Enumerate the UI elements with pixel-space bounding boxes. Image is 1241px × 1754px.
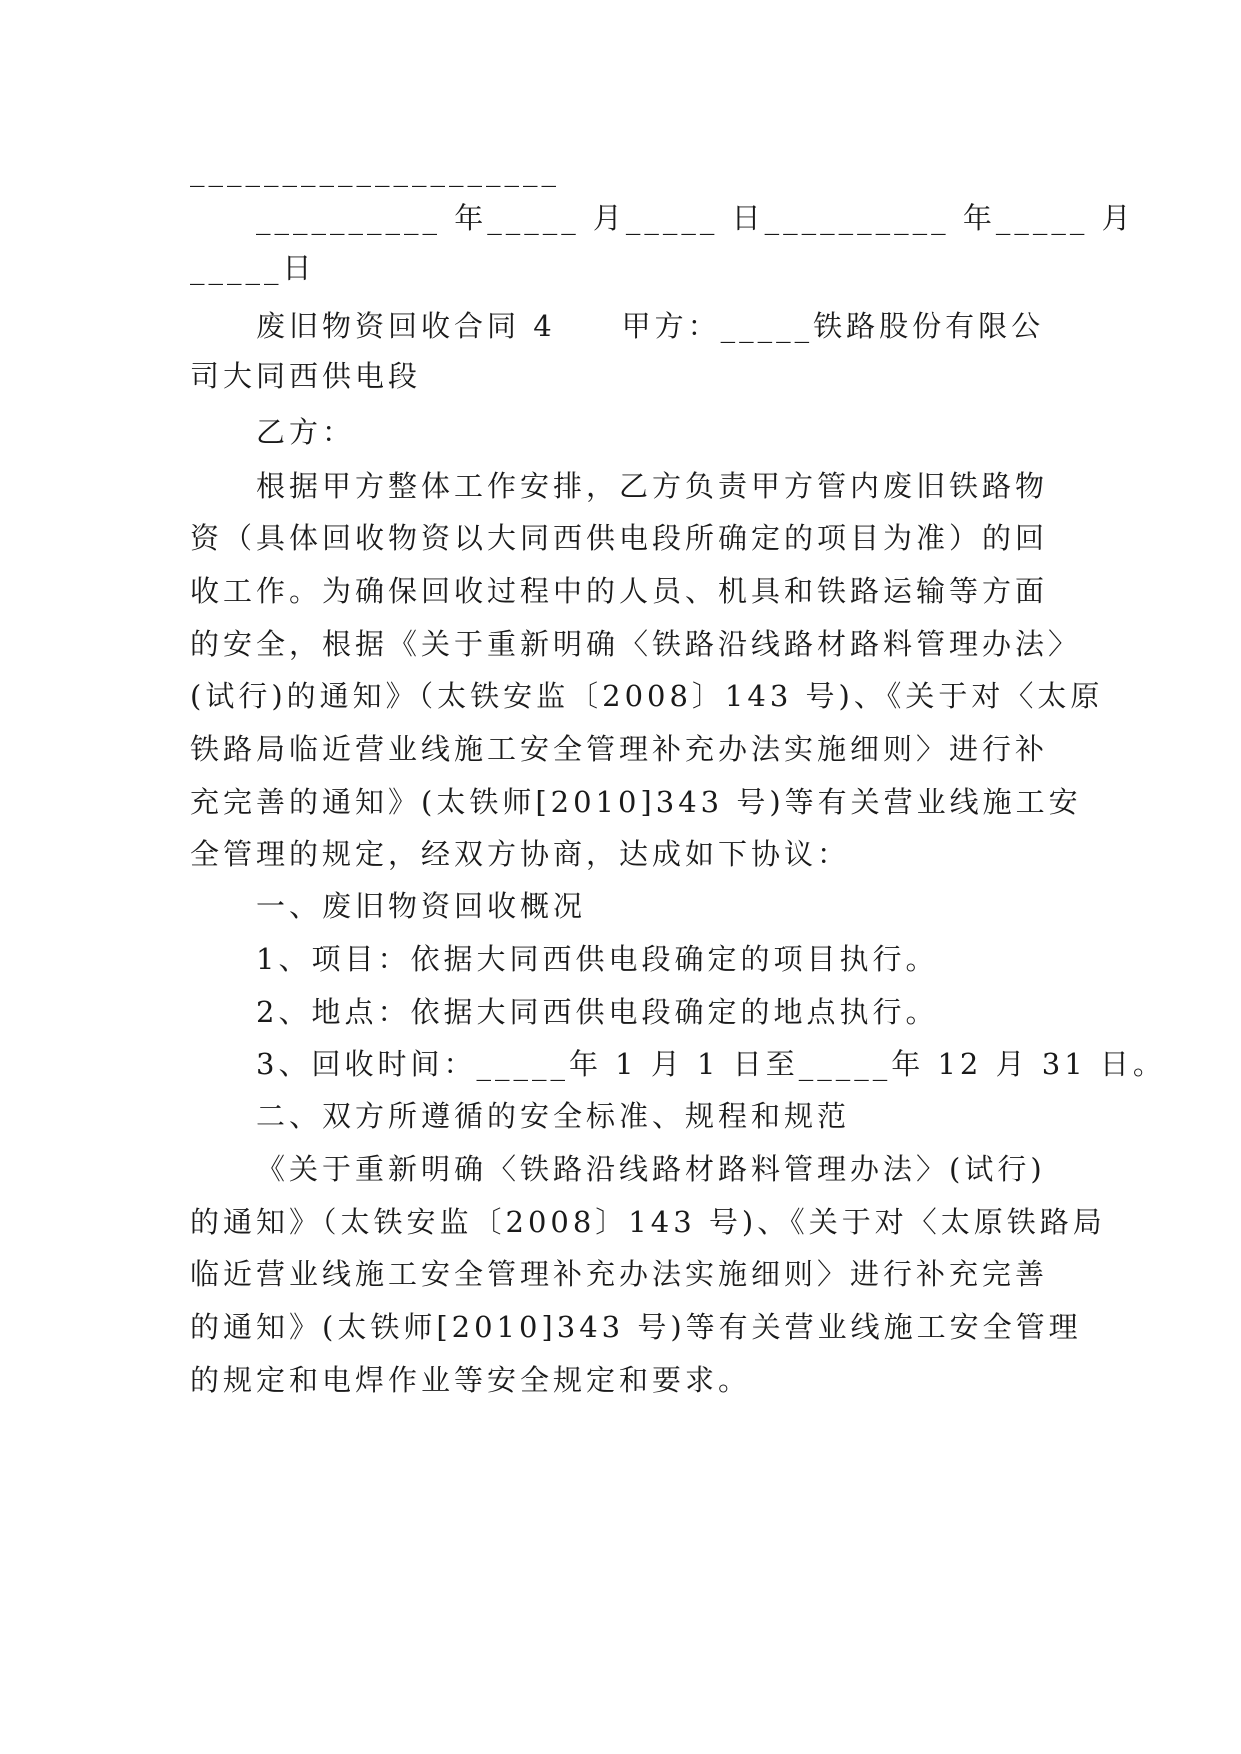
item-line: 1、项目：依据大同西供电段确定的项目执行。	[256, 942, 939, 976]
body-line: 铁路局临近营业线施工安全管理补充办法实施细则〉进行补	[190, 732, 1049, 766]
item-line: 3、回收时间：_____年 1 月 1 日至_____年 12 月 31 日。	[256, 1047, 1166, 1081]
body-line: 全管理的规定，经双方协商，达成如下协议：	[190, 837, 851, 871]
body-line: 《关于重新明确〈铁路沿线路材路料管理办法〉(试行)	[256, 1152, 1046, 1186]
section-heading: 二、双方所遵循的安全标准、规程和规范	[256, 1099, 851, 1133]
body-line: 资（具体回收物资以大同西供电段所确定的项目为准）的回	[190, 521, 1049, 555]
blank-line: ____________________	[190, 153, 560, 187]
body-line: (试行)的通知》（太铁安监〔2008〕143 号)、《关于对〈太原	[190, 679, 1104, 713]
body-line: 根据甲方整体工作安排，乙方负责甲方管内废旧铁路物	[256, 469, 1049, 503]
section-heading: 一、废旧物资回收概况	[256, 889, 587, 923]
party-b-line: 乙方：	[256, 415, 356, 449]
date-line-end: _____日	[190, 251, 316, 285]
body-line: 临近营业线施工安全管理补充办法实施细则〉进行补充完善	[190, 1257, 1049, 1291]
party-a-line: 司大同西供电段	[190, 359, 422, 393]
body-line: 的安全，根据《关于重新明确〈铁路沿线路材路料管理办法〉	[190, 627, 1082, 661]
date-line: __________ 年_____ 月_____ 日__________ 年_____ 月	[256, 201, 1135, 235]
body-line: 的通知》（太铁安监〔2008〕143 号)、《关于对〈太原铁路局	[190, 1205, 1106, 1239]
body-line: 充完善的通知》(太铁师[2010]343 号)等有关营业线施工安	[190, 785, 1082, 819]
body-line: 收工作。为确保回收过程中的人员、机具和铁路运输等方面	[190, 574, 1049, 608]
body-line: 的规定和电焊作业等安全规定和要求。	[190, 1363, 752, 1397]
contract-title-line: 废旧物资回收合同 4 甲方：_____铁路股份有限公	[256, 309, 1045, 343]
body-line: 的通知》(太铁师[2010]343 号)等有关营业线施工安全管理	[190, 1310, 1082, 1344]
item-line: 2、地点：依据大同西供电段确定的地点执行。	[256, 995, 939, 1029]
